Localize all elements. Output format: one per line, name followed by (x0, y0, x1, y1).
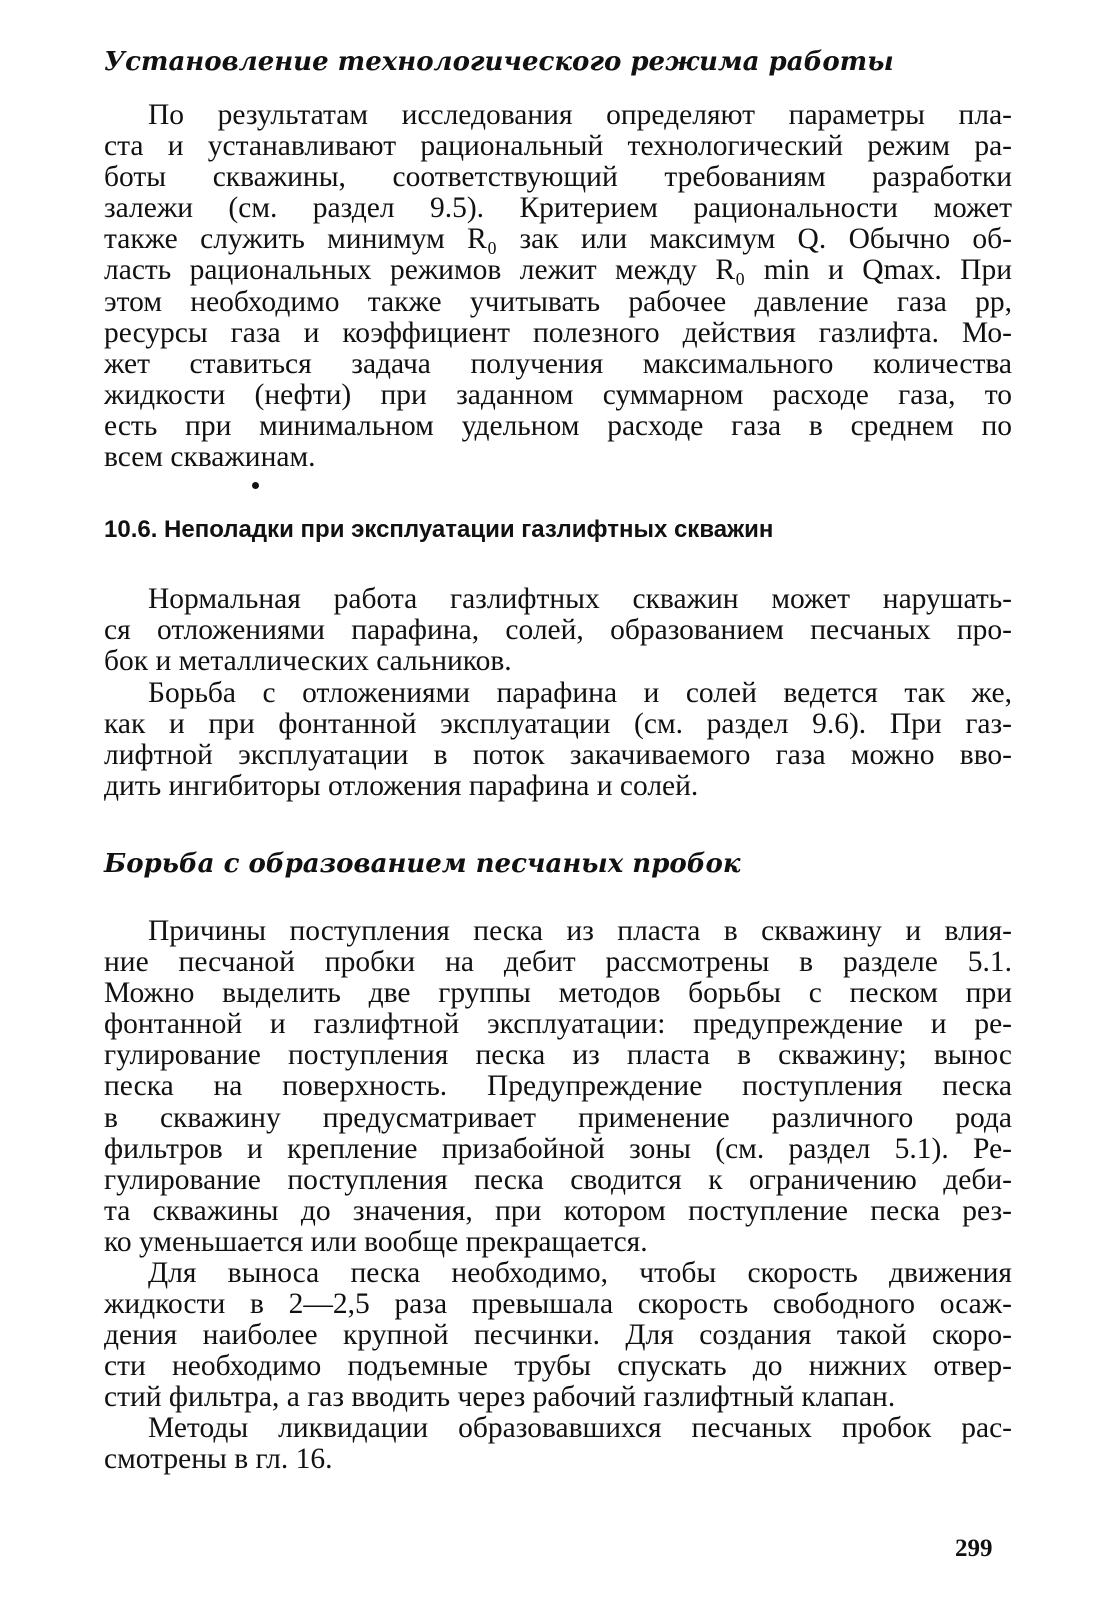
text-line: боты скважины, соответствующий требованиям разработки (104, 161, 1012, 194)
text-line: фонтанной и газлифтной эксплуатации: предупреждение и ре- (104, 1008, 1012, 1041)
text-line: ко уменьшается или вообще прекращается. (104, 1225, 648, 1258)
text-line: По результатам исследования определяют параметры пла- (148, 99, 1012, 131)
text-line: та скважины до значения, при котором поступление песка рез- (104, 1194, 1012, 1227)
text-line: Причины поступления песка из пласта в скважину и влия- (148, 915, 1012, 947)
text-line: дения наиболее крупной песчинки. Для создания такой скоро- (104, 1319, 1012, 1352)
subheading-technological-mode: Установление технологического режима работы (104, 47, 894, 77)
text-line: смотрены в гл. 16. (104, 1443, 333, 1476)
text-line: всем скважинам. (104, 441, 316, 474)
text-line: в скважину предусматривает применение различного рода (104, 1101, 1012, 1134)
text-line: гулирование поступления песка из пласта в скважину; вынос (104, 1039, 1012, 1072)
subheading-sand-plugs: Борьба с образованием песчаных пробок (104, 849, 741, 879)
text-line: ресурсы газа и коэффициент полезного действия газлифта. Мо- (104, 316, 1012, 349)
text-line: Для выноса песка необходимо, чтобы скорость движения (148, 1257, 1012, 1289)
text-line: жидкости (нефти) при заданном суммарном расходе газа, то (104, 378, 1012, 411)
text-line: также служить минимум R₀ зак или максимум Q. Обычно об- (104, 223, 1012, 256)
paragraph-technological-mode (104, 100, 1012, 473)
text-line: ние песчаной пробки на дебит рассмотрены в разделе 5.1. (104, 946, 1012, 979)
text-line: жет ставиться задача получения максимального количества (104, 347, 1012, 380)
paragraph-sand-causes (104, 916, 1012, 1258)
text-line: как и при фонтанной эксплуатации (см. раздел 9.6). При газ- (104, 708, 1012, 741)
paragraph-plug-elimination (104, 1413, 1012, 1475)
text-line: песка на поверхность. Предупреждение поступления песка (104, 1070, 1012, 1103)
paragraph-sand-removal (104, 1258, 1012, 1413)
text-line: жидкости в 2—2,5 раза превышала скорость свободного осаж- (104, 1288, 1012, 1321)
text-line: дить ингибиторы отложения парафина и солей. (104, 770, 699, 803)
bullet-dot (252, 482, 259, 489)
page-number: 299 (955, 1535, 993, 1562)
text-line: Борьба с отложениями парафина и солей ведется так же, (148, 677, 1012, 709)
text-line: стий фильтра, а газ вводить через рабочий газлифтный клапан. (104, 1381, 896, 1414)
paragraph-normal-operation (104, 584, 1012, 677)
text-line: залежи (см. раздел 9.5). Критерием рациональности может (104, 192, 1012, 225)
text-line: ся отложениями парафина, солей, образованием песчаных про- (104, 614, 1012, 647)
text-line: Методы ликвидации образовавшихся песчаных пробок рас- (148, 1412, 1012, 1444)
text-line: лифтной эксплуатации в поток закачиваемого газа можно вво- (104, 739, 1012, 772)
text-line: этом необходимо также учитывать рабочее давление газа pр, (104, 285, 1012, 318)
text-line: ста и устанавливают рациональный технологический режим ра- (104, 130, 1012, 163)
text-line: фильтров и крепление призабойной зоны (см. раздел 5.1). Ре- (104, 1132, 1012, 1165)
text-line: Нормальная работа газлифтных скважин может нарушать- (148, 583, 1012, 615)
text-line: бок и металлических сальников. (104, 645, 512, 678)
text-line: гулирование поступления песка сводится к ограничению деби- (104, 1163, 1012, 1196)
text-line: Можно выделить две группы методов борьбы с песком при (104, 977, 1012, 1010)
section-heading-10-6: 10.6. Неполадки при эксплуатации газлифтных скважин (104, 516, 774, 543)
text-line: есть при минимальном удельном расходе газа в среднем по (104, 409, 1012, 442)
text-line: ласть рациональных режимов лежит между R₀ min и Qmax. При (104, 254, 1012, 287)
text-line: сти необходимо подъемные трубы спускать до нижних отвер- (104, 1350, 1012, 1383)
paragraph-paraffin-salt (104, 678, 1012, 802)
